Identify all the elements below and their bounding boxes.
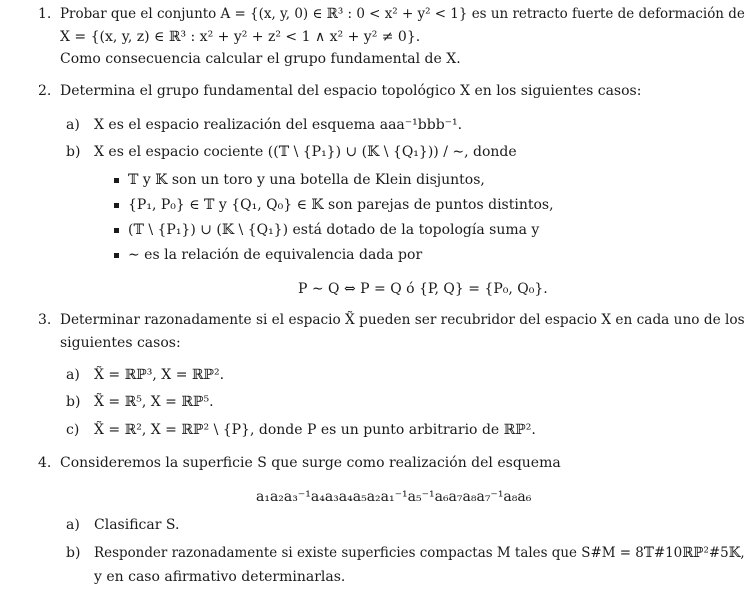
problem-1-text: Como consecuencia calcular el grupo fundamental de X. bbox=[60, 51, 461, 67]
item-text: X es el espacio cociente ((𝕋 \ {P₁}) ∪ (𝕂 \ {Q₁})) / ∼, donde bbox=[94, 144, 517, 160]
problem-3-text: siguientes casos: bbox=[60, 335, 181, 351]
bullet-icon bbox=[114, 178, 119, 183]
item-text: y en caso afirmativo determinarlas. bbox=[94, 569, 346, 585]
bullet-icon bbox=[114, 203, 119, 208]
bullet-text: (𝕋 \ {P₁}) ∪ (𝕂 \ {Q₁}) está dotado de la topología suma y bbox=[128, 222, 540, 238]
problem-2-text: Determina el grupo fundamental del espacio topológico X en los siguientes casos: bbox=[60, 83, 642, 99]
problem-3-text: Determinar razonadamente si el espacio X̃ pueden ser recubridor del espacio X en cada uno de los bbox=[60, 312, 745, 328]
item-label: b) bbox=[66, 144, 81, 160]
item-label: b) bbox=[66, 545, 81, 561]
bullet-icon bbox=[114, 253, 119, 258]
item-text: Clasificar S. bbox=[94, 517, 180, 533]
bullet-icon bbox=[114, 228, 119, 233]
item-text: X es el espacio realización del esquema aaa⁻¹bbb⁻¹. bbox=[94, 117, 463, 133]
problem-4-text: Consideremos la superficie S que surge como realización del esquema bbox=[60, 455, 561, 471]
problem-4-number: 4. bbox=[38, 455, 52, 471]
problem-1-text: Probar que el conjunto A = {(x, y, 0) ∈ ℝ³ : 0 < x² + y² < 1} es un retracto fuerte de deformación de bbox=[60, 6, 745, 22]
bullet-text: ∼ es la relación de equivalencia dada por bbox=[128, 247, 423, 263]
bullet-text: 𝕋 y 𝕂 son un toro y una botella de Klein disjuntos, bbox=[128, 172, 485, 188]
item-label: a) bbox=[66, 367, 80, 383]
item-label: a) bbox=[66, 117, 80, 133]
problem-1-number: 1. bbox=[38, 6, 52, 22]
problem-1-text: X = {(x, y, z) ∈ ℝ³ : x² + y² + z² < 1 ∧ x² + y² ≠ 0}. bbox=[60, 29, 421, 45]
item-label: a) bbox=[66, 517, 80, 533]
item-text: Responder razonadamente si existe superficies compactas M tales que S#M = 8𝕋#10ℝℙ²#5𝕂, bbox=[94, 545, 745, 561]
item-label: c) bbox=[66, 422, 80, 438]
item-text: X̃ = ℝ², X = ℝℙ² \ {P}, donde P es un punto arbitrario de ℝℙ². bbox=[94, 422, 536, 438]
item-text: X̃ = ℝℙ³, X = ℝℙ². bbox=[94, 367, 225, 383]
item-label: b) bbox=[66, 394, 81, 410]
problem-3-number: 3. bbox=[38, 312, 52, 328]
bullet-text: {P₁, P₀} ∈ 𝕋 y {Q₁, Q₀} ∈ 𝕂 son parejas de puntos distintos, bbox=[128, 197, 554, 213]
equivalence-formula: P ∼ Q ⇔ P = Q ó {P, Q} = {P₀, Q₀}. bbox=[298, 281, 548, 297]
problem-2-number: 2. bbox=[38, 83, 52, 99]
scheme-formula: a₁a₂a₃⁻¹a₄a₃a₄a₅a₂a₁⁻¹a₅⁻¹a₆a₇a₈a₇⁻¹a₈a₆ bbox=[256, 489, 532, 505]
item-text: X̃ = ℝ⁵, X = ℝℙ⁵. bbox=[94, 394, 214, 410]
